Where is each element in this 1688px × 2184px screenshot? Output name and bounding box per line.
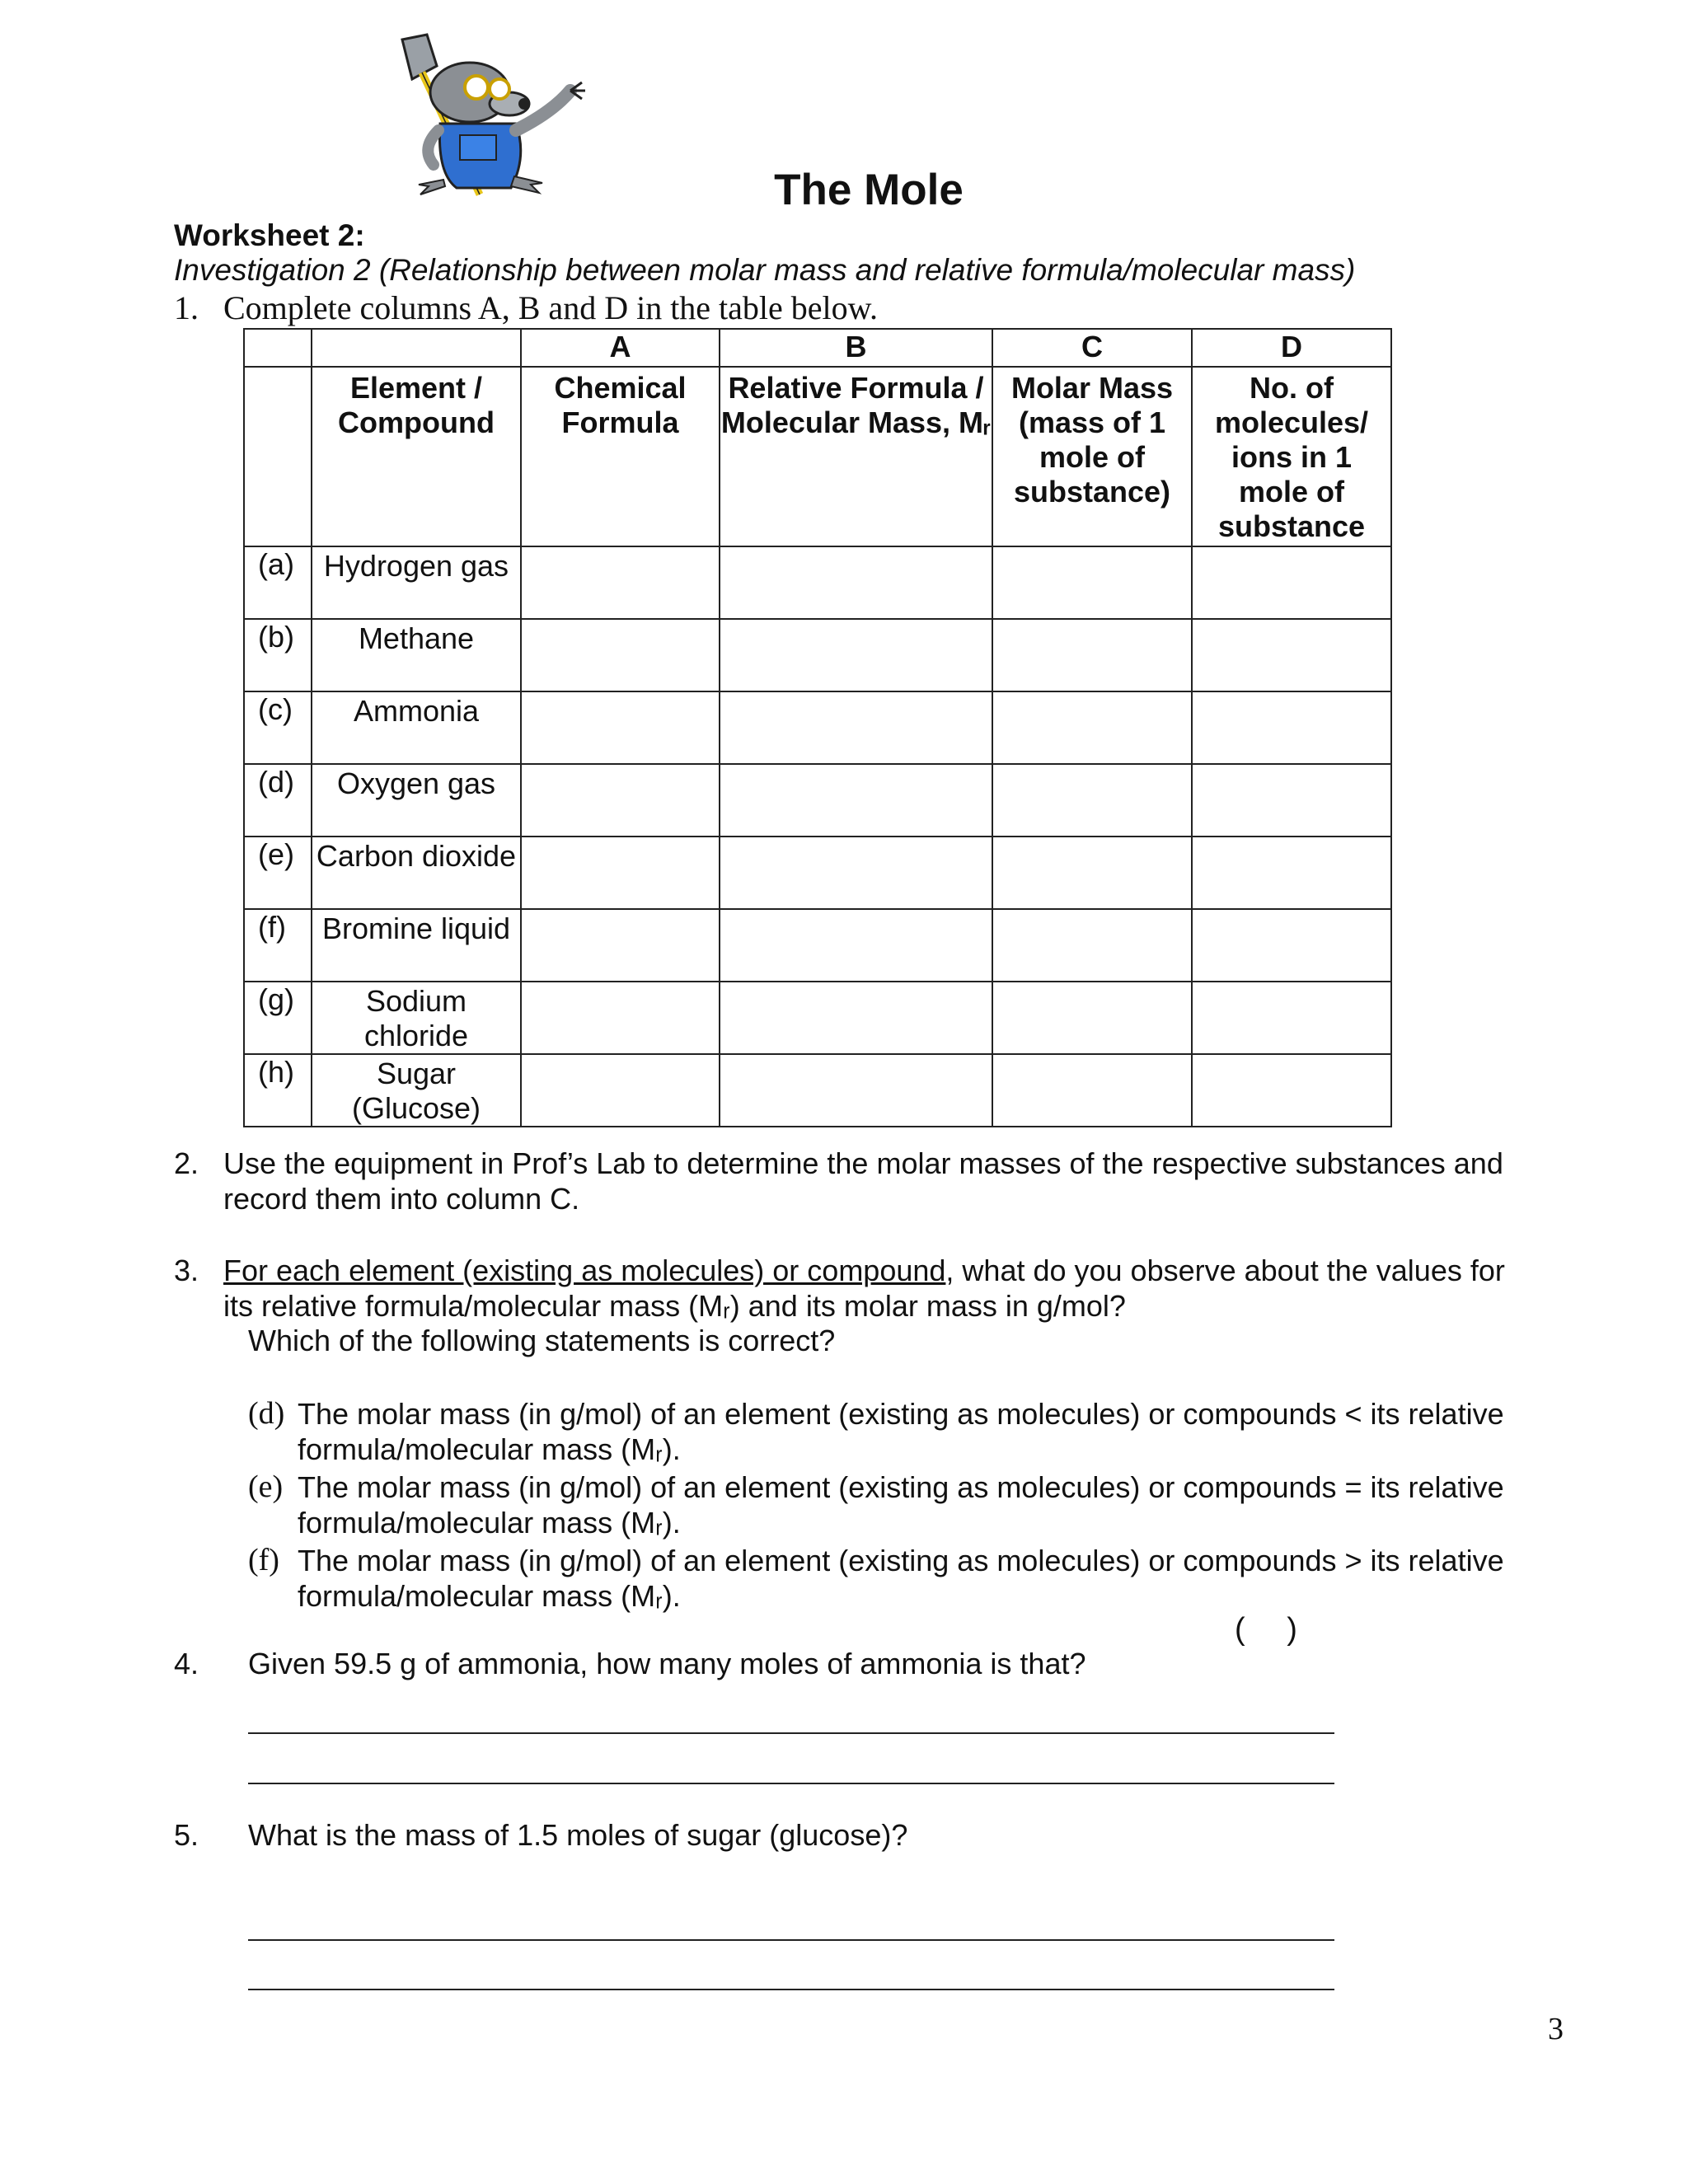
cell-b[interactable] (720, 764, 992, 837)
table-row (244, 1054, 1391, 1127)
investigation-subtitle: Investigation 2 (Relationship between molar mass and relative formula/molecular mass) (174, 253, 1356, 287)
question-number: 2. (174, 1146, 199, 1180)
row-label: (h) (244, 1054, 312, 1127)
cell-a[interactable] (521, 837, 720, 909)
header-element: Element / Compound (312, 367, 521, 546)
row-label: (a) (244, 546, 312, 619)
cell-b[interactable] (720, 546, 992, 619)
cell-b[interactable] (720, 909, 992, 982)
row-substance: Methane (312, 619, 521, 691)
row-label: (e) (244, 837, 312, 909)
cell-d[interactable] (1192, 546, 1391, 619)
row-label: (c) (244, 691, 312, 764)
answer-parentheses[interactable]: ( ) (1235, 1612, 1297, 1647)
cell-c[interactable] (992, 546, 1192, 619)
cell-a[interactable] (521, 764, 720, 837)
question-prompt: Which of the following statements is correct? (248, 1324, 836, 1357)
column-letter: A (521, 329, 720, 367)
cell-a[interactable] (521, 546, 720, 619)
question-text: What is the mass of 1.5 moles of sugar (glucose)? (248, 1818, 908, 1852)
row-label: (g) (244, 982, 312, 1054)
header-chemical-formula: Chemical Formula (521, 367, 720, 546)
answer-line[interactable] (248, 1783, 1334, 1784)
cell-b[interactable] (720, 1054, 992, 1127)
row-substance: Bromine liquid (312, 909, 521, 982)
cell-b[interactable] (720, 619, 992, 691)
option-text: The molar mass (in g/mol) of an element (existing as molecules) or compounds < its relative formula/molecular mass (Mᵣ). (298, 1397, 1504, 1466)
header-row (244, 367, 1391, 546)
column-letters-row (244, 329, 1391, 367)
table-row (244, 764, 1391, 837)
cell-a[interactable] (521, 1054, 720, 1127)
question-number: 3. (174, 1254, 199, 1287)
cell-c[interactable] (992, 837, 1192, 909)
table-row (244, 909, 1391, 982)
header-molar-mass: Molar Mass (mass of 1 mole of substance) (992, 367, 1192, 546)
cell-c[interactable] (992, 764, 1192, 837)
answer-line[interactable] (248, 1732, 1334, 1734)
cell-b[interactable] (720, 691, 992, 764)
table-row (244, 546, 1391, 619)
cell-d[interactable] (1192, 837, 1391, 909)
question-number: 1. (174, 289, 199, 326)
option-text: The molar mass (in g/mol) of an element (existing as molecules) or compounds > its relative formula/molecular mass (Mᵣ). (298, 1544, 1504, 1613)
option-label: (f) (248, 1543, 279, 1577)
cell-c[interactable] (992, 1054, 1192, 1127)
cell-d[interactable] (1192, 1054, 1391, 1127)
cell-a[interactable] (521, 619, 720, 691)
data-table (243, 328, 1392, 1127)
cell-d[interactable] (1192, 619, 1391, 691)
row-substance: Carbon dioxide (312, 837, 521, 909)
question-text: Use the equipment in Prof’s Lab to determine the molar masses of the respective substances and record them into column C. (223, 1146, 1503, 1216)
option-label: (d) (248, 1396, 285, 1431)
cell-d[interactable] (1192, 691, 1391, 764)
cell-c[interactable] (992, 691, 1192, 764)
answer-line[interactable] (248, 1939, 1334, 1941)
cell-d[interactable] (1192, 982, 1391, 1054)
question-number: 5. (174, 1818, 199, 1852)
column-letter: D (1192, 329, 1391, 367)
column-letter: C (992, 329, 1192, 367)
row-label: (d) (244, 764, 312, 837)
header-number-of-molecules: No. of molecules/ ions in 1 mole of substance (1192, 367, 1391, 546)
cell-a[interactable] (521, 909, 720, 982)
table-row (244, 619, 1391, 691)
question-text: Given 59.5 g of ammonia, how many moles of ammonia is that? (248, 1647, 1086, 1680)
cell-a[interactable] (521, 691, 720, 764)
row-label: (b) (244, 619, 312, 691)
worksheet-heading: Worksheet 2: (174, 218, 365, 252)
cell-d[interactable] (1192, 764, 1391, 837)
page-title: The Mole (774, 166, 964, 214)
row-substance: Hydrogen gas (312, 546, 521, 619)
cell-c[interactable] (992, 619, 1192, 691)
column-letter: B (720, 329, 992, 367)
row-substance: Sodium chloride (312, 982, 521, 1054)
cell-b[interactable] (720, 982, 992, 1054)
answer-line[interactable] (248, 1989, 1334, 1990)
cell-c[interactable] (992, 909, 1192, 982)
question-number: 4. (174, 1647, 199, 1680)
cell-a[interactable] (521, 982, 720, 1054)
table-row (244, 837, 1391, 909)
cell-d[interactable] (1192, 909, 1391, 982)
cell-c[interactable] (992, 982, 1192, 1054)
table-row (244, 691, 1391, 764)
table-row (244, 982, 1391, 1054)
option-text: The molar mass (in g/mol) of an element (existing as molecules) or compounds = its relative formula/molecular mass (Mᵣ). (298, 1470, 1504, 1540)
page-number: 3 (1548, 2012, 1564, 2046)
question-text: , what do you observe about the values for its relative formula/molecular mass (Mᵣ) and its molar mass in g/mol? (223, 1254, 1505, 1323)
header-relative-mass: Relative Formula / Molecular Mass, Mᵣ (720, 367, 992, 546)
question-underlined-text: For each element (existing as molecules) or compound (223, 1254, 946, 1287)
cell-b[interactable] (720, 837, 992, 909)
row-substance: Ammonia (312, 691, 521, 764)
row-label: (f) (244, 909, 312, 982)
option-label: (e) (248, 1469, 284, 1504)
question-text: Complete columns A, B and D in the table below. (223, 289, 878, 326)
row-substance: Sugar (Glucose) (312, 1054, 521, 1127)
row-substance: Oxygen gas (312, 764, 521, 837)
